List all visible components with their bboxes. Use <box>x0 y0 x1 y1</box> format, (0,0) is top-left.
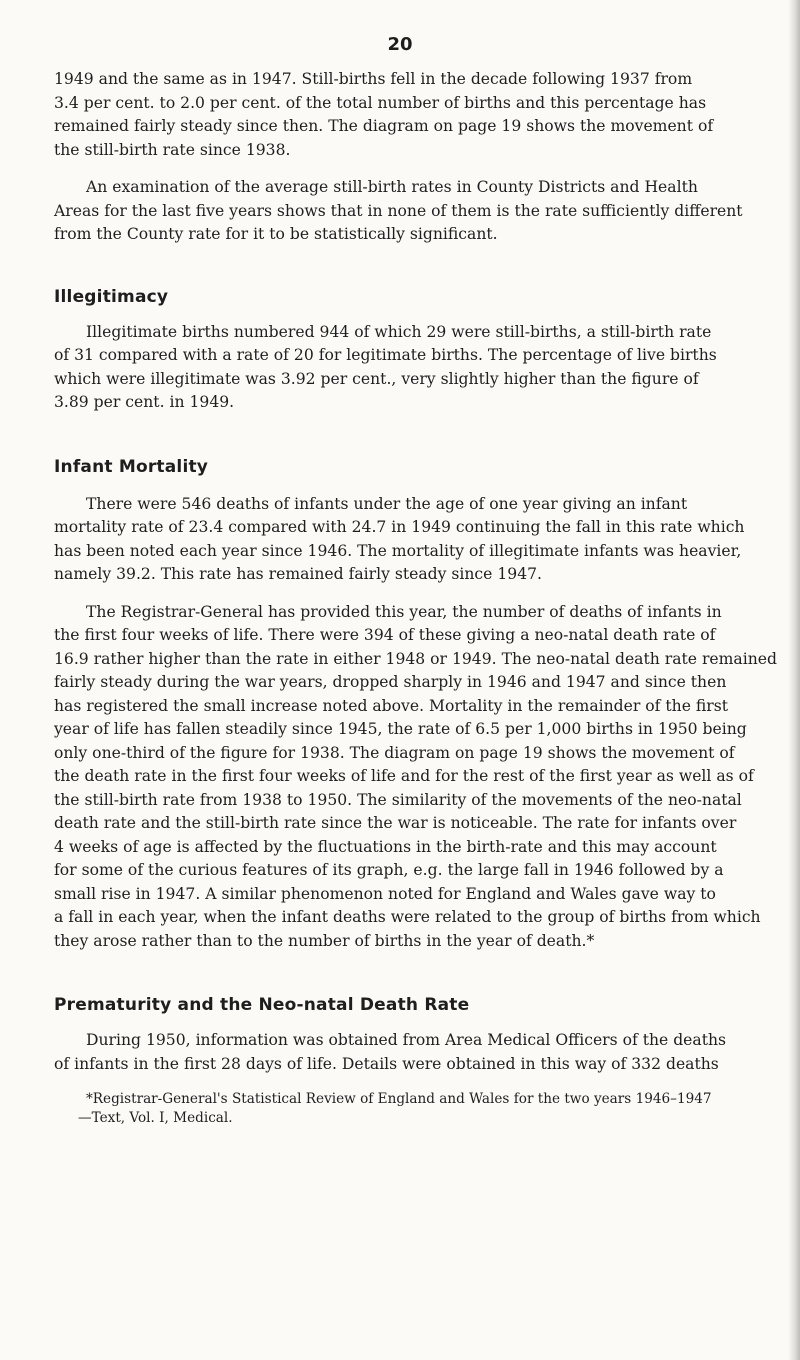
text-line: the first four weeks of life. There were 394 of these giving a neo-natal death rate of <box>54 626 716 644</box>
text-line: The Registrar-General has provided this year, the number of deaths of infants in <box>86 602 722 621</box>
footnote <box>54 1090 796 1128</box>
text-line: fairly steady during the war years, dropped sharply in 1946 and 1947 and since then <box>54 673 727 691</box>
paragraph-infant-mortality-rate <box>54 493 796 587</box>
text-line: only one-third of the figure for 1938. The diagram on page 19 shows the movement of <box>54 743 735 762</box>
text-line: they arose rather than to the number of births in the year of death.* <box>54 931 595 950</box>
text-line: Illegitimate births numbered 944 of which 29 were still-births, a still-birth rate <box>86 322 712 341</box>
text-line: 3.89 per cent. in 1949. <box>54 393 235 411</box>
text-line: has been noted each year since 1946. The mortality of illegitimate infants was heavier, <box>54 541 742 560</box>
text-line: Areas for the last five years shows that in none of them is the rate sufficiently different <box>54 201 743 220</box>
text-line: remained fairly steady since then. The diagram on page 19 shows the movement of <box>54 117 714 135</box>
page-number: 20 <box>387 34 413 55</box>
text-line: a fall in each year, when the infant deaths were related to the group of births from which <box>54 908 761 926</box>
text-line: There were 546 deaths of infants under the age of one year giving an infant <box>86 494 688 513</box>
paragraph-neonatal-deaths <box>54 601 796 954</box>
text-line: which were illegitimate was 3.92 per cent., very slightly higher than the figure of <box>54 369 699 388</box>
text-line: from the County rate for it to be statistically significant. <box>54 225 498 243</box>
section-heading-prematurity: Prematurity and the Neo-natal Death Rate <box>54 995 470 1015</box>
text-line: of infants in the first 28 days of life. Details were obtained in this way of 332 deaths <box>54 1054 719 1073</box>
text-line: During 1950, information was obtained from Area Medical Officers of the deaths <box>86 1031 727 1049</box>
page-content <box>54 68 796 1128</box>
text-line: small rise in 1947. A similar phenomenon noted for England and Wales gave way to <box>54 884 716 903</box>
text-line: of 31 compared with a rate of 20 for legitimate births. The percentage of live births <box>54 346 717 364</box>
section-heading-infant-mortality: Infant Mortality <box>54 456 209 477</box>
text-line: 1949 and the same as in 1947. Still-births fell in the decade following 1937 from <box>54 70 693 88</box>
page-binding-edge <box>788 0 800 1360</box>
paragraph-stillbirth-trend <box>54 68 796 162</box>
paragraph-prematurity <box>54 1029 796 1076</box>
paragraph-county-rates <box>54 176 796 247</box>
text-line: for some of the curious features of its graph, e.g. the large fall in 1946 followed by a <box>54 861 724 879</box>
text-line: the still-birth rate from 1938 to 1950. The similarity of the movements of the neo-natal <box>54 790 742 809</box>
section-heading-illegitimacy: Illegitimacy <box>54 286 169 307</box>
text-line: An examination of the average still-birth rates in County Districts and Health <box>86 178 698 196</box>
text-line: death rate and the still-birth rate since the war is noticeable. The rate for infants over <box>54 814 737 832</box>
text-line: namely 39.2. This rate has remained fairly steady since 1947. <box>54 565 542 583</box>
footnote-line: —Text, Vol. I, Medical. <box>78 1110 233 1126</box>
text-line: the death rate in the first four weeks of life and for the rest of the first year as well as of <box>54 767 754 785</box>
text-line: mortality rate of 23.4 compared with 24.7 in 1949 continuing the fall in this rate which <box>54 518 745 536</box>
text-line: year of life has fallen steadily since 1945, the rate of 6.5 per 1,000 births in 1950 being <box>54 720 747 738</box>
text-line: 4 weeks of age is affected by the fluctuations in the birth-rate and this may account <box>54 837 717 856</box>
footnote-line: *Registrar-General's Statistical Review of England and Wales for the two years 1946–1947 <box>86 1091 712 1107</box>
text-line: has registered the small increase noted above. Mortality in the remainder of the first <box>54 696 729 715</box>
paragraph-illegitimacy <box>54 321 796 415</box>
text-line: 16.9 rather higher than the rate in either 1948 or 1949. The neo-natal death rate remained <box>54 649 777 668</box>
text-line: 3.4 per cent. to 2.0 per cent. of the total number of births and this percentage has <box>54 93 707 112</box>
text-line: the still-birth rate since 1938. <box>54 140 291 159</box>
